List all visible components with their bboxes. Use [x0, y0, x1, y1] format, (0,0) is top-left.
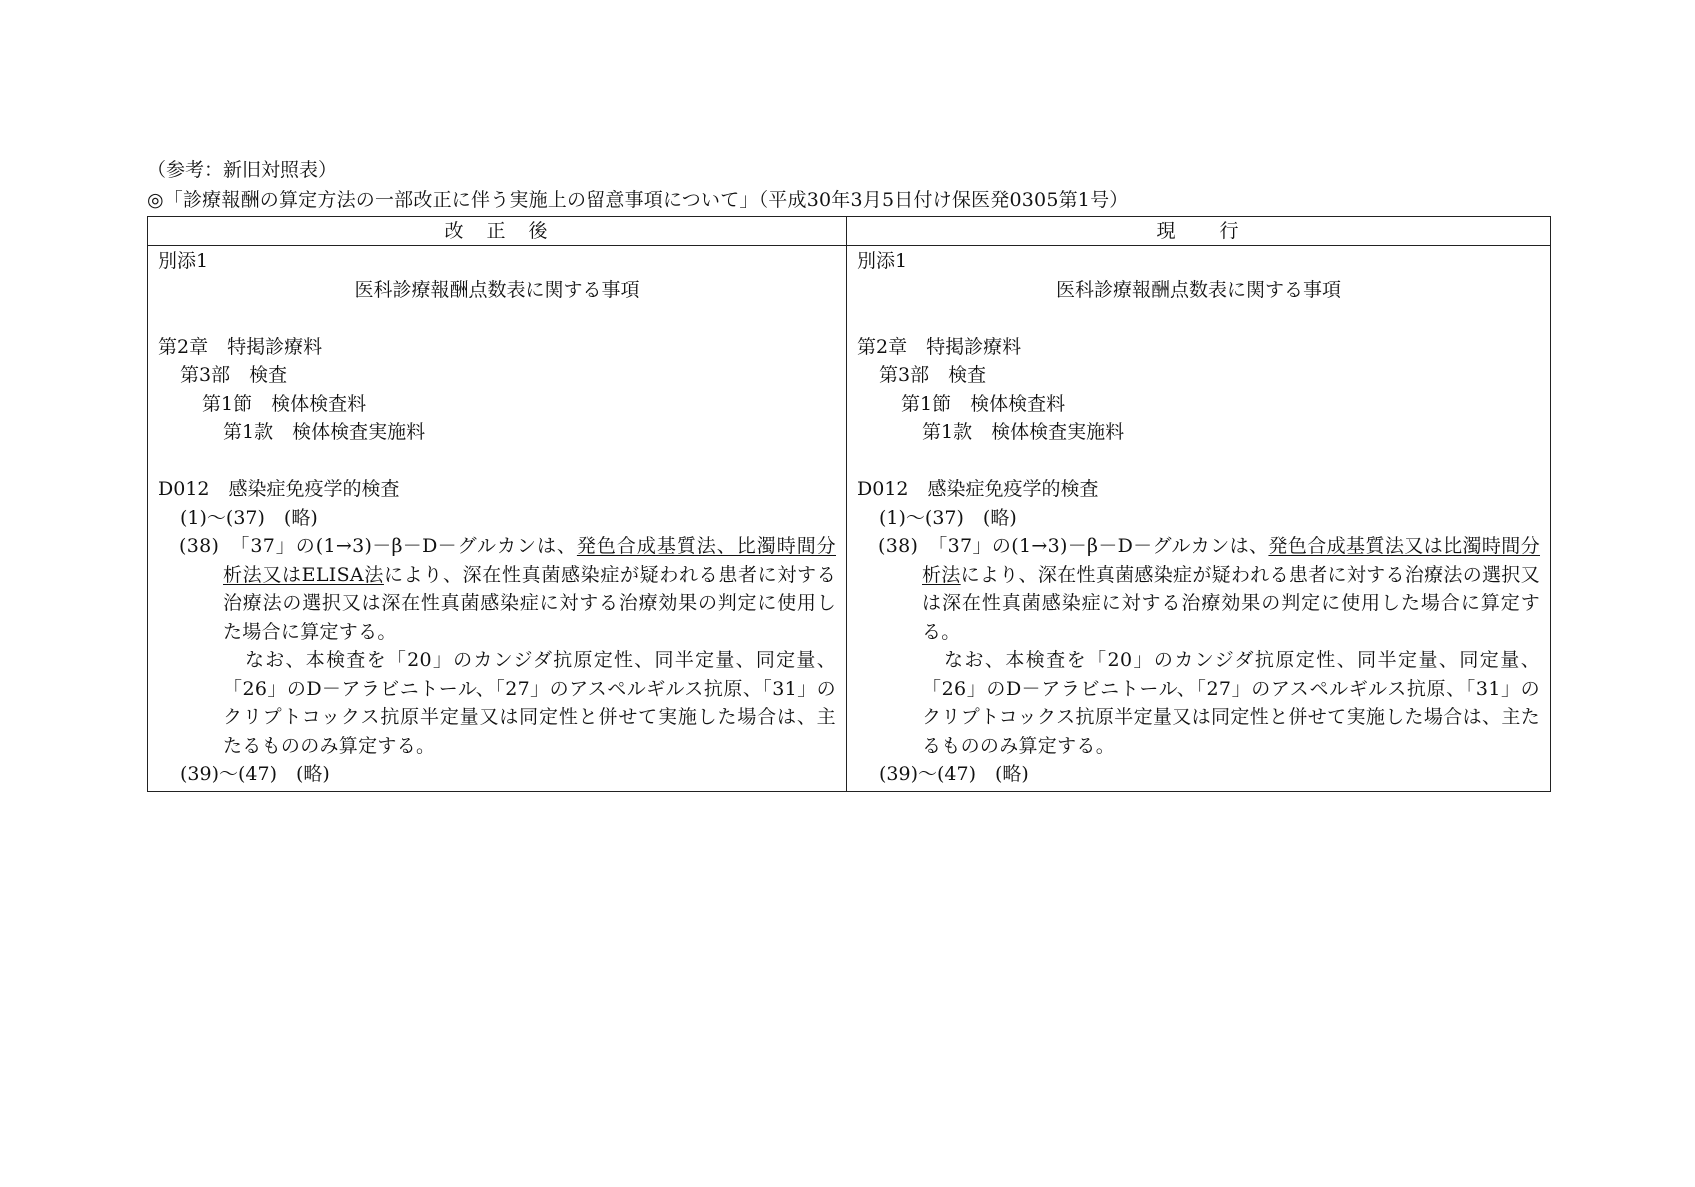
part-label: 第3部 検査 — [180, 364, 288, 386]
annex-label: 別添1 — [857, 250, 908, 272]
blank-line — [158, 304, 836, 333]
blank-line — [857, 304, 1540, 333]
table-body-row — [148, 246, 1551, 792]
annex-label: 別添1 — [158, 250, 209, 272]
subsection-label: 第1款 検体検査実施料 — [223, 421, 426, 443]
paragraph-38-prefix: (38) 「37」の(1→3)－β－D－グルカンは、 — [179, 535, 577, 557]
paragraph-38-prefix: (38) 「37」の(1→3)－β－D－グルカンは、 — [878, 535, 1269, 557]
part-label: 第3部 検査 — [879, 364, 987, 386]
reference-note: （参考：新旧対照表） — [147, 159, 338, 181]
paragraph-38-suffix: により、深在性真菌感染症が疑われる患者に対する治療法の選択又は深在性真菌感染症に対する治療効果の判定に使用した場合に算定する。 — [922, 563, 1540, 643]
paragraph-38-suffix: により、深在性真菌感染症が疑われる患者に対する治療法の選択又は深在性真菌感染症に対する治療効果の判定に使用した場合に算定する。 — [223, 563, 836, 643]
omitted-items-39-47: (39)～(47) (略) — [180, 763, 330, 785]
current-column — [847, 246, 1551, 792]
header-revised: 改 正 後 — [148, 217, 847, 246]
header-current: 現 行 — [847, 217, 1551, 246]
paragraph-38-note: なお、本検査を「20」のカンジダ抗原定性、同半定量、同定量、「26」のD－アラビニトール、「27」のアスペルギルス抗原、「31」のクリプトコックス抗原半定量又は同定性と併せて実施した場合は、主たるもののみ算定する。 — [223, 649, 836, 757]
blank-line — [857, 447, 1540, 476]
section-label: 第1節 検体検査料 — [901, 392, 1066, 415]
document-page — [147, 157, 1550, 792]
omitted-items-39-47: (39)～(47) (略) — [879, 763, 1029, 785]
paragraph-38-note: なお、本検査を「20」のカンジダ抗原定性、同半定量、同定量、「26」のD－アラビニトール、「27」のアスペルギルス抗原、「31」のクリプトコックス抗原半定量又は同定性と併せて実施した場合は、主たるもののみ算定する。 — [922, 649, 1540, 757]
section-label: 第1節 検体検査料 — [202, 392, 367, 415]
chapter-label: 第2章 特掲診療料 — [158, 335, 323, 358]
comparison-table — [147, 216, 1551, 792]
paragraph-38-amended-text: 発色合成基質法又は比濁時間分析法 — [922, 535, 1540, 586]
paragraph-38-amended-text: 発色合成基質法、比濁時間分析法又はELISA法 — [223, 535, 836, 586]
omitted-items-1-37: (1)～(37) (略) — [180, 506, 318, 529]
omitted-items-1-37: (1)～(37) (略) — [879, 506, 1017, 529]
blank-line — [158, 447, 836, 476]
subsection-label: 第1款 検体検査実施料 — [922, 421, 1125, 443]
section-heading: 医科診療報酬点数表に関する事項 — [1055, 278, 1341, 301]
section-heading: 医科診療報酬点数表に関する事項 — [354, 278, 640, 301]
revised-column — [148, 246, 847, 792]
chapter-label: 第2章 特掲診療料 — [857, 335, 1022, 358]
paragraph-38 — [158, 532, 836, 646]
table-header-row — [148, 217, 1551, 246]
item-code: D012 感染症免疫学的検査 — [158, 478, 400, 500]
document-title: ◎「診療報酬の算定方法の一部改正に伴う実施上の留意事項について」（平成30年3月5日付け保医発0305第1号） — [147, 189, 1129, 211]
item-code: D012 感染症免疫学的検査 — [857, 478, 1099, 500]
paragraph-38 — [857, 532, 1540, 646]
